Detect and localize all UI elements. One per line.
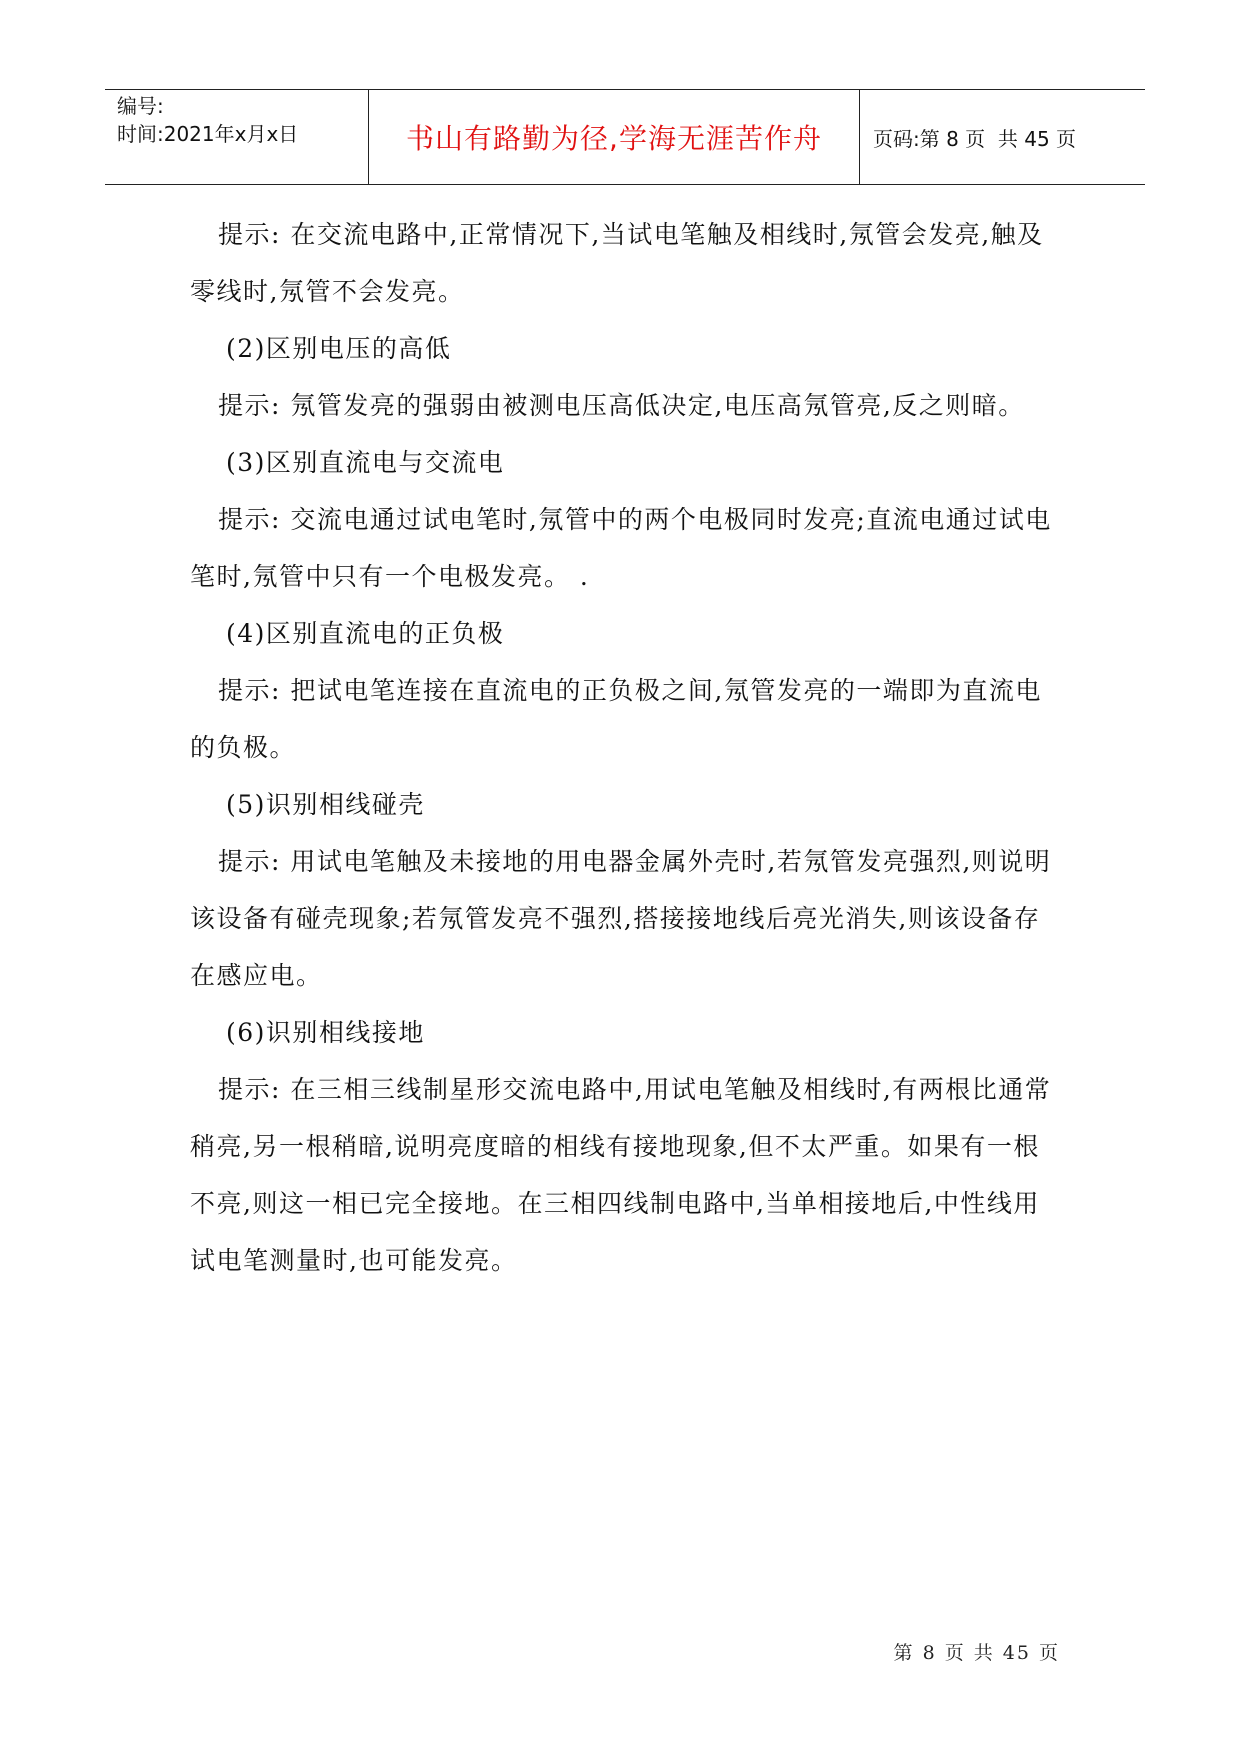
header-page-info: 页码:第 8 页 共 45 页: [873, 126, 1077, 151]
paragraph: 提示: 交流电通过试电笔时,氖管中的两个电极同时发亮;直流电通过试电笔时,氖管中只有一个电极发亮。 .: [190, 505, 1052, 591]
document-body: [190, 206, 1060, 1289]
subheading: (5)识别相线碰壳: [226, 790, 425, 819]
paragraph: 提示: 在三相三线制星形交流电路中,用试电笔触及相线时,有两根比通常稍亮,另一根稍暗,说明亮度暗的相线有接地现象,但不太严重。如果有一根不亮,则这一相已完全接地。在三相四线制电路中,当单相接地后,中性线用试电笔测量时,也可能发亮。: [190, 1075, 1052, 1275]
header-divider: [859, 90, 860, 184]
paragraph: 提示: 用试电笔触及未接地的用电器金属外壳时,若氖管发亮强烈,则说明该设备有碰壳现象;若氖管发亮不强烈,搭接接地线后亮光消失,则该设备存在感应电。: [190, 847, 1052, 990]
paragraph: 提示: 把试电笔连接在直流电的正负极之间,氖管发亮的一端即为直流电的负极。: [190, 676, 1042, 762]
page-footer: 第 8 页 共 45 页: [893, 1642, 1060, 1664]
paragraph: 提示: 在交流电路中,正常情况下,当试电笔触及相线时,氖管会发亮,触及零线时,氖管不会发亮。: [190, 220, 1044, 306]
time-label: 时间:2021年x月x日: [117, 122, 299, 146]
header-meta: [117, 92, 367, 148]
subheading: (4)区别直流电的正负极: [226, 619, 505, 648]
subheading: (2)区别电压的高低: [226, 334, 452, 363]
header-motto: 书山有路勤为径,学海无涯苦作舟: [406, 122, 822, 155]
header-divider: [368, 90, 369, 184]
number-label: 编号:: [117, 94, 164, 118]
page-header: [105, 89, 1145, 185]
paragraph: 提示: 氖管发亮的强弱由被测电压高低决定,电压高氖管亮,反之则暗。: [218, 391, 1025, 420]
subheading: (6)识别相线接地: [226, 1018, 425, 1047]
subheading: (3)区别直流电与交流电: [226, 448, 505, 477]
